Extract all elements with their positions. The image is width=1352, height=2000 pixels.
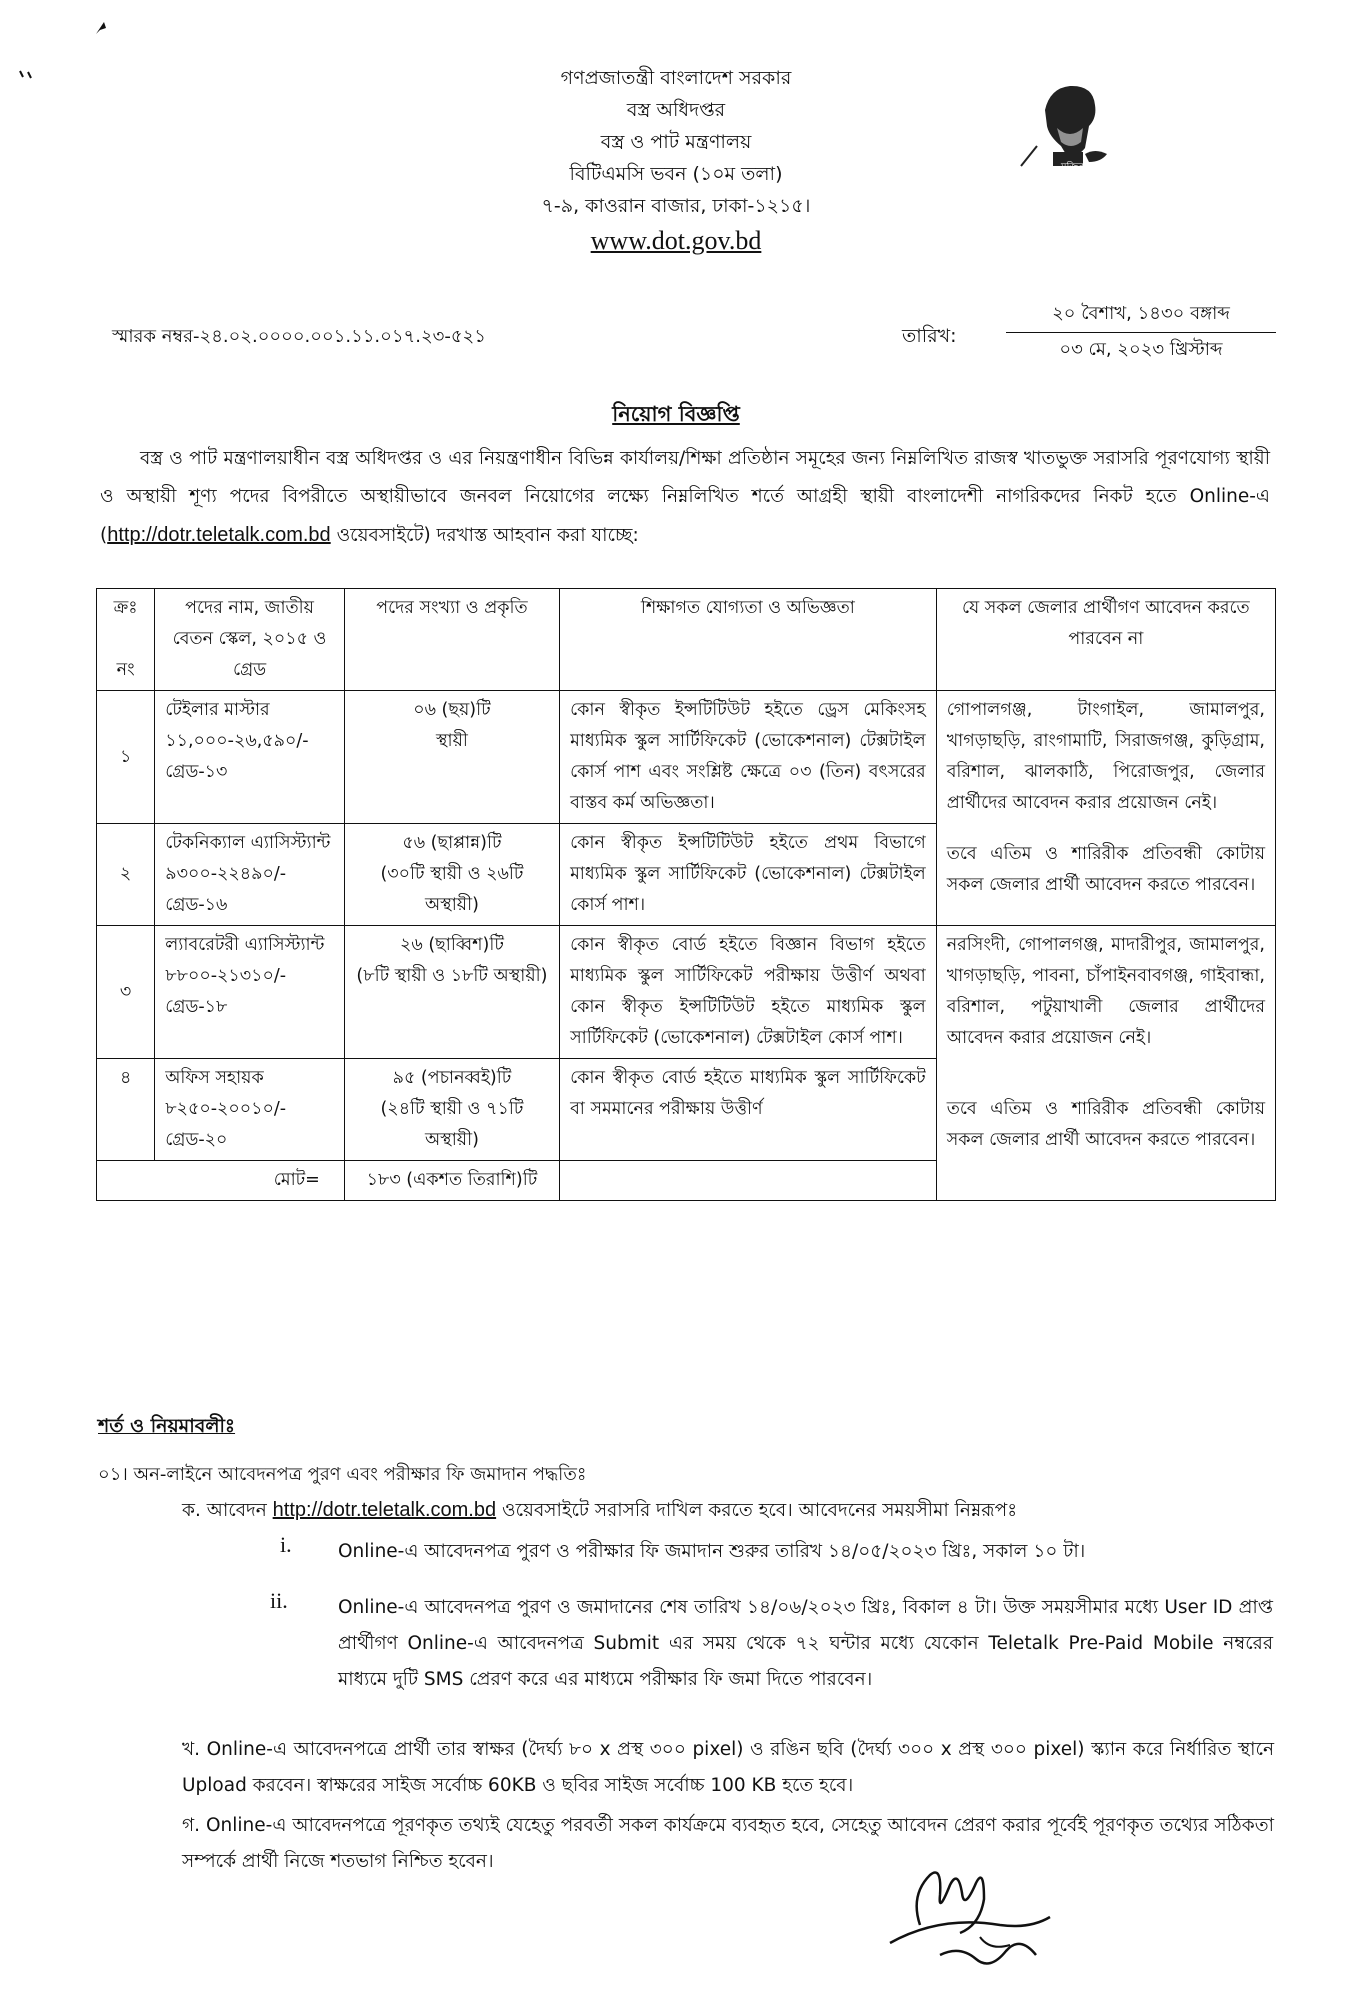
post-grade: গ্রেড-১৬ bbox=[165, 895, 228, 915]
vacancy-table bbox=[96, 588, 1276, 1201]
intro-text-after: ওয়েবসাইটে) দরখাস্ত আহবান করা যাচ্ছে: bbox=[330, 525, 639, 546]
roman-numeral-ii: ii. bbox=[270, 1588, 288, 1613]
post-name: টেকনিক্যাল এ্যাসিস্ট্যান্ট bbox=[165, 833, 331, 853]
post-grade: গ্রেড-১৩ bbox=[165, 762, 228, 782]
row-education: কোন স্বীকৃত ইন্সটিটিউট হইতে প্রথম বিভাগে মাধ্যমিক স্কুল সার্টিফিকেট (ভোকেশনাল) টেক্সটাইল কোর্স পাশ। bbox=[560, 824, 937, 926]
post-type: (৩০টি স্থায়ী ও ২৬টি অস্থায়ী) bbox=[380, 864, 524, 915]
date-bangla: ২০ বৈশাখ, ১৪৩০ বঙ্গাব্দ bbox=[1006, 300, 1276, 333]
condition-ii-text: Online-এ আবেদনপত্র পুরণ ও জমাদানের শেষ তারিখ ১৪/০৬/২০২৩ খ্রিঃ, বিকাল ৪ টা। উক্ত সময়সীমার মধ্যে User ID প্রাপ্ত প্রার্থীগণ Online-এ আবেদনপত্র Submit এর সময় থেকে ৭২ ঘন্টার মধ্যে যেকোন Teletalk Pre-Paid Mobile নম্বরের মাধ্যমে দুটি SMS প্রেরণ করে এর মাধ্যমে পরীক্ষার ফি জমা দিতে পারবেন। bbox=[338, 1597, 1273, 1690]
header-count: পদের সংখ্যা ও প্রকৃতি bbox=[344, 589, 559, 691]
date-gregorian: ০৩ মে, ২০২৩ খ্রিস্টাব্দ bbox=[1059, 339, 1223, 360]
memo-reference-number: স্মারক নম্বর-২৪.০২.০০০০.০০১.১১.০১৭.২৩-৫২১ bbox=[112, 326, 486, 347]
row-count bbox=[344, 691, 559, 824]
condition-item-1: ০১। অন-লাইনে আবেদনপত্র পুরণ এবং পরীক্ষার ফি জমাদান পদ্ধতিঃ bbox=[98, 1464, 587, 1485]
row-count bbox=[344, 1059, 559, 1161]
post-count: ০৬ (ছয়)টি bbox=[413, 700, 491, 720]
post-name: টেইলার মাস্টার bbox=[165, 700, 270, 720]
condition-i-text: Online-এ আবেদনপত্র পুরণ ও পরীক্ষার ফি জমাদান শুরুর তারিখ ১৪/০৫/২০২৩ খ্রিঃ, সকাল ১০ টা। bbox=[338, 1541, 1086, 1562]
post-scale: ৯৩০০-২২৪৯০/- bbox=[165, 864, 287, 884]
header-line-ministry: বস্ত্র ও পাট মন্ত্রণালয় bbox=[600, 131, 752, 153]
notice-title-text: নিয়োগ বিজ্ঞপ্তি bbox=[612, 402, 740, 426]
date-block bbox=[1006, 300, 1276, 367]
row-serial: ৪ bbox=[97, 1059, 155, 1161]
row-post bbox=[155, 1059, 345, 1161]
row-count bbox=[344, 926, 559, 1059]
header-line-address: ৭-৯, কাওরান বাজার, ঢাকা-১২১৫। bbox=[541, 195, 811, 217]
header-line-government: গণপ্রজাতন্ত্রী বাংলাদেশ সরকার bbox=[560, 67, 792, 89]
condition-ka-before: ক. আবেদন bbox=[182, 1500, 273, 1521]
date-label: তারিখ: bbox=[902, 325, 957, 347]
row-post bbox=[155, 926, 345, 1059]
row-education: কোন স্বীকৃত বোর্ড হইতে মাধ্যমিক স্কুল সার্টিফিকেট বা সমমানের পরীক্ষায় উত্তীর্ণ bbox=[560, 1059, 937, 1161]
conditions-title: শর্ত ও নিয়মাবলীঃ bbox=[98, 1415, 236, 1437]
table-row bbox=[97, 926, 1276, 1059]
header-line-directorate: বস্ত্র অধিদপ্তর bbox=[626, 99, 726, 121]
portrait-emblem-icon bbox=[1015, 70, 1125, 180]
header-districts: যে সকল জেলার প্রার্থীগণ আবেদন করতে পারবেন না bbox=[936, 589, 1275, 691]
intro-paragraph bbox=[100, 440, 1270, 555]
header-education: শিক্ষাগত যোগ্যতা ও অভিজ্ঞতা bbox=[560, 589, 937, 691]
intro-link[interactable]: http://dotr.teletalk.com.bd bbox=[107, 524, 331, 546]
website-link[interactable]: www.dot.gov.bd bbox=[590, 226, 762, 255]
post-scale: ৮৮০০-২১৩১০/- bbox=[165, 966, 287, 986]
post-type: (৮টি স্থায়ী ও ১৮টি অস্থায়ী) bbox=[356, 966, 548, 986]
row-post bbox=[155, 824, 345, 926]
post-scale: ১১,০০০-২৬,৫৯০/- bbox=[165, 731, 309, 751]
table-header-row bbox=[97, 589, 1276, 691]
post-count: ২৬ (ছাব্বিশ)টি bbox=[400, 935, 504, 955]
post-name: ল্যাবরেটরী এ্যাসিস্ট্যান্ট bbox=[165, 935, 325, 955]
row-serial: ১ bbox=[97, 691, 155, 824]
total-label: মোট= bbox=[97, 1161, 345, 1201]
district-exclusion: নরসিংদী, গোপালগঞ্জ, মাদারীপুর, জামালপুর, খাগড়াছড়ি, পাবনা, চাঁপাইনবাবগঞ্জ, গাইবান্ধা, বরিশাল, পটুয়াখালী জেলার প্রার্থীদের আবেদন করার প্রয়োজন নেই। bbox=[946, 935, 1265, 1048]
post-count: ৯৫ (পচানব্বই)টি bbox=[392, 1068, 512, 1088]
notice-title bbox=[0, 398, 1352, 433]
total-value: ১৮৩ (একশত তিরাশি)টি bbox=[344, 1161, 559, 1201]
post-scale: ৮২৫০-২০০১০/- bbox=[165, 1099, 287, 1119]
condition-ka bbox=[182, 1492, 1272, 1529]
district-exclusion: গোপালগঞ্জ, টাংগাইল, জামালপুর, খাগড়াছড়ি, রাংগামাটি, সিরাজগঞ্জ, কুড়িগ্রাম, বরিশাল, ঝালকাঠি, পিরোজপুর, জেলার প্রার্থীদের আবেদন করার প্রয়োজন নেই। bbox=[946, 700, 1265, 813]
office-header bbox=[0, 62, 1352, 260]
handwritten-signature bbox=[880, 1855, 1080, 1985]
row-education: কোন স্বীকৃত বোর্ড হইতে বিজ্ঞান বিভাগ হইতে মাধ্যমিক স্কুল সার্টিফিকেট পরীক্ষায় উত্তীর্ণ অথবা কোন স্বীকৃত ইন্সটিটিউট হইতে মাধ্যমিক স্কুল সার্টিফিকেট (ভোকেশনাল) টেক্সটাইল কোর্স পাশ। bbox=[560, 926, 937, 1059]
row-count bbox=[344, 824, 559, 926]
post-type: (২৪টি স্থায়ী ও ৭১টি অস্থায়ী) bbox=[380, 1099, 524, 1150]
condition-ka-after: ওয়েবসাইটে সরাসরি দাখিল করতে হবে। আবেদনের সময়সীমা নিম্নরূপঃ bbox=[496, 1500, 1018, 1521]
post-count: ৫৬ (ছাপ্পান্ন)টি bbox=[402, 833, 502, 853]
roman-numeral-i: i. bbox=[280, 1532, 292, 1557]
row-serial: ২ bbox=[97, 824, 155, 926]
condition-kha: খ. Online-এ আবেদনপত্রে প্রার্থী তার স্বাক্ষর (দৈর্ঘ্য ৮০ x প্রস্থ ৩০০ pixel) ও রঙিন ছবি (দৈর্ঘ্য ৩০০ x প্রস্থ ৩০০ pixel) স্ক্যান করে নির্ধারিত স্থানে Upload করবেন। স্বাক্ষরের সাইজ সর্বোচ্চ 60KB ও ছবির সাইজ সর্বোচ্চ 100 KB হতে হবে। bbox=[182, 1739, 1274, 1796]
district-quota: তবে এতিম ও শারিরীক প্রতিবন্ধী কোটায় সকল জেলার প্রার্থী আবেদন করতে পারবেন। bbox=[946, 1099, 1265, 1150]
district-quota: তবে এতিম ও শারিরীক প্রতিবন্ধী কোটায় সকল জেলার প্রার্থী আবেদন করতে পারবেন। bbox=[946, 844, 1265, 895]
svg-text:মুজিব: মুজিব bbox=[1061, 162, 1084, 173]
post-grade: গ্রেড-১৮ bbox=[165, 997, 228, 1017]
post-grade: গ্রেড-২০ bbox=[165, 1130, 228, 1150]
total-empty-cell bbox=[560, 1161, 937, 1201]
post-name: অফিস সহায়ক bbox=[165, 1068, 264, 1088]
post-type: স্থায়ী bbox=[435, 731, 468, 751]
stray-mark-icon bbox=[92, 18, 112, 44]
condition-ka-link[interactable]: http://dotr.teletalk.com.bd bbox=[272, 1499, 497, 1521]
condition-ga: গ. Online-এ আবেদনপত্রে পূরণকৃত তথ্যই যেহেতু পরবর্তী সকল কার্যক্রমে ব্যবহৃত হবে, সেহেতু আবেদন প্রেরণ করার পূর্বেই পূরণকৃত তথ্যের সঠিকতা সম্পর্কে প্রার্থী নিজে শতভাগ নিশ্চিত হবেন। bbox=[182, 1815, 1274, 1872]
table-row bbox=[97, 691, 1276, 824]
district-cell-group-2 bbox=[936, 926, 1275, 1201]
header-post: পদের নাম, জাতীয় বেতন স্কেল, ২০১৫ ও গ্রেড bbox=[155, 589, 345, 691]
header-line-building: বিটিএমসি ভবন (১০ম তলা) bbox=[569, 163, 783, 185]
row-education: কোন স্বীকৃত ইন্সটিটিউট হইতে ড্রেস মেকিংসহ মাধ্যমিক স্কুল সার্টিফিকেট (ভোকেশনাল) টেক্সটাইল কোর্স পাশ এবং সংশ্লিষ্ট ক্ষেত্রে ০৩ (তিন) বৎসরের বাস্তব কর্ম অভিজ্ঞতা। bbox=[560, 691, 937, 824]
district-cell-group-1 bbox=[936, 691, 1275, 926]
row-serial: ৩ bbox=[97, 926, 155, 1059]
row-post bbox=[155, 691, 345, 824]
header-serial: ক্রঃ নং bbox=[97, 589, 155, 691]
intro-text-before: বস্ত্র ও পাট মন্ত্রণালয়াধীন বস্ত্র অধিদপ্তর ও এর নিয়ন্ত্রণাধীন বিভিন্ন কার্যালয়/শিক্ষা প্রতিষ্ঠান সমূহের জন্য নিম্নলিখিত রাজস্ব খাতভুক্ত সরাসরি পূরণযোগ্য স্থায়ী ও অস্থায়ী শূণ্য পদের বিপরীতে অস্থায়ীভাবে জনবল নিয়োগের লক্ষ্যে নিম্নলিখিত শর্তে আগ্রহী স্থায়ী বাংলাদেশী নাগরিকদের নিকট হতে Online-এ ( bbox=[100, 448, 1270, 546]
